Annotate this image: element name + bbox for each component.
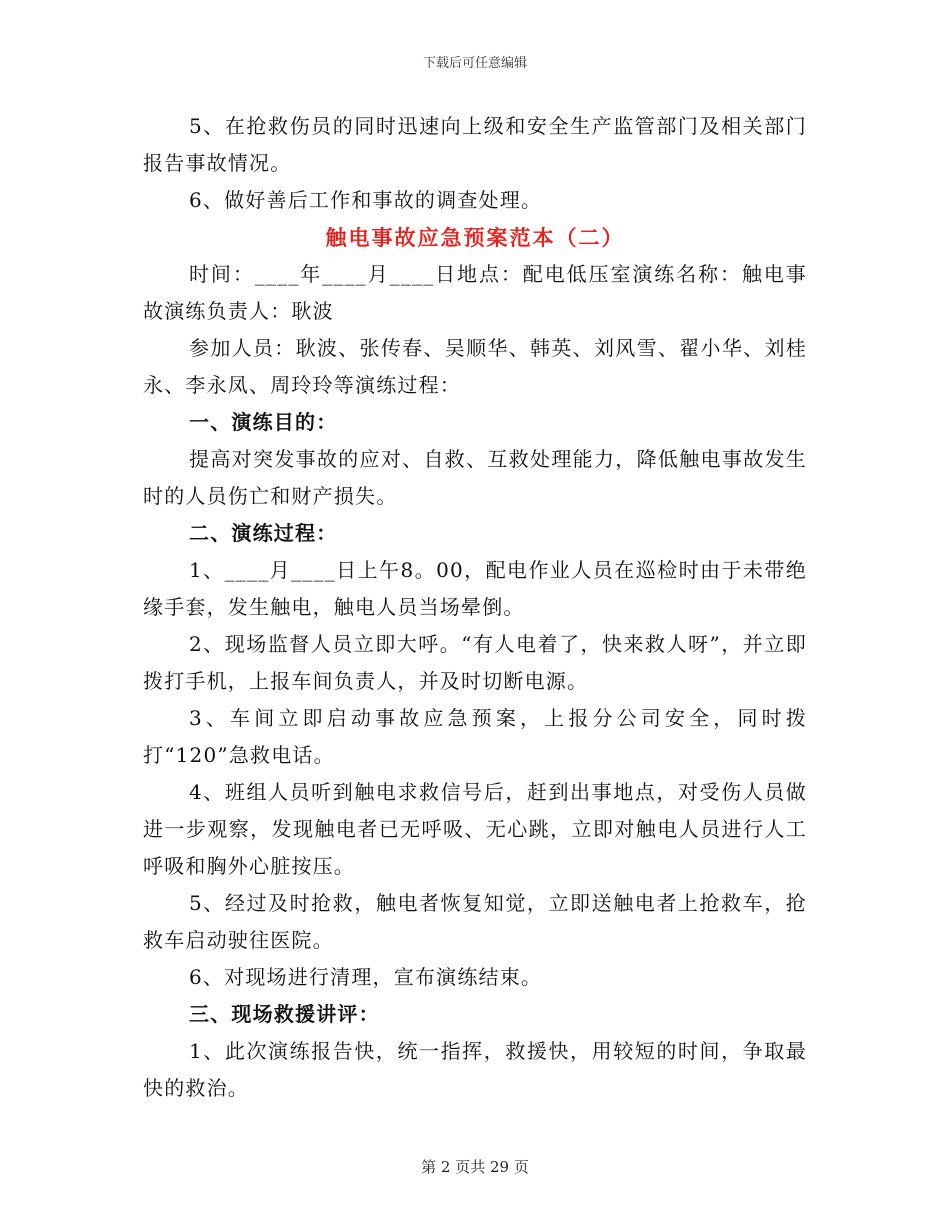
paragraph: 3、车间立即启动事故应急预案，上报分公司安全，同时拨打“120”急救电话。 xyxy=(143,706,807,767)
section-heading: 三、现场救援讲评： xyxy=(189,1002,380,1026)
header-note: 下载后可任意编辑 xyxy=(422,56,527,71)
document-title: 触电事故应急预案范本（二） xyxy=(325,225,625,250)
section-heading: 二、演练过程： xyxy=(189,521,338,545)
paragraph: 6、做好善后工作和事故的调查处理。 xyxy=(189,188,543,212)
page-footer: 第 2 页共 29 页 xyxy=(421,1158,529,1176)
paragraph: 提高对突发事故的应对、自救、互救处理能力，降低触电事故发生时的人员伤亡和财产损失。 xyxy=(143,447,807,508)
paragraph: 4、班组人员听到触电求救信号后，赶到出事地点，对受伤人员做进一步观察，发现触电者已无呼吸、无心跳，立即对触电人员进行人工呼吸和胸外心脏按压。 xyxy=(143,780,807,878)
paragraph: 1、____月____日上午8。00，配电作业人员在巡检时由于未带绝缘手套，发生触电，触电人员当场晕倒。 xyxy=(143,558,807,619)
paragraph: 2、现场监督人员立即大呼。“有人电着了，快来救人呀”，并立即拨打手机，上报车间负责人，并及时切断电源。 xyxy=(143,632,807,693)
paragraph: 时间：____年____月____日地点：配电低压室演练名称：触电事故演练负责人：耿波 xyxy=(143,262,807,323)
paragraph: 1、此次演练报告快，统一指挥，救援快，用较短的时间，争取最快的救治。 xyxy=(143,1039,807,1100)
document-body xyxy=(143,108,807,1107)
paragraph: 5、经过及时抢救，触电者恢复知觉，立即送触电者上抢救车，抢救车启动驶往医院。 xyxy=(143,891,807,952)
paragraph: 参加人员：耿波、张传春、吴顺华、韩英、刘风雪、翟小华、刘桂永、李永凤、周玲玲等演练过程： xyxy=(143,336,807,397)
paragraph: 5、在抢救伤员的同时迅速向上级和安全生产监管部门及相关部门报告事故情况。 xyxy=(143,114,807,175)
paragraph: 6、对现场进行清理，宣布演练结束。 xyxy=(189,965,543,989)
section-heading: 一、演练目的： xyxy=(189,410,338,434)
